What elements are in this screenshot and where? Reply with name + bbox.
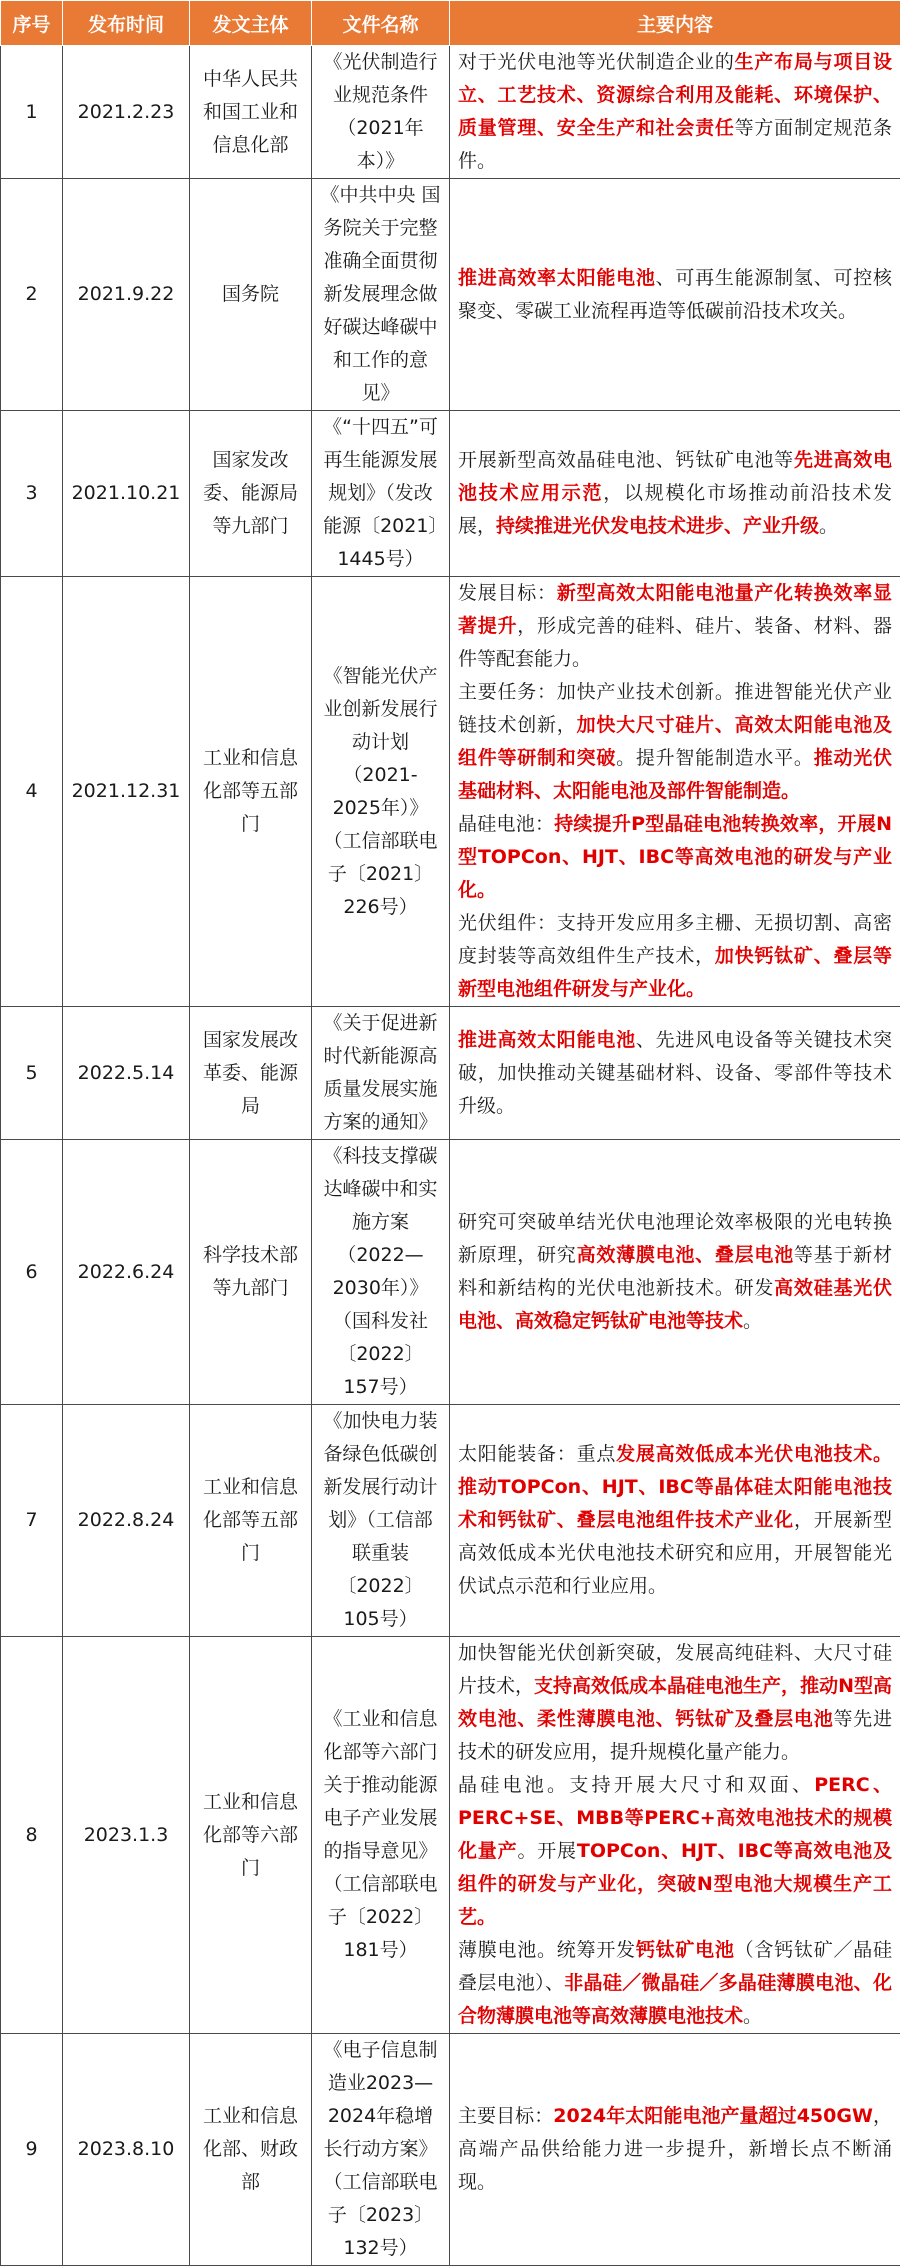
content-text: ，高端产品供给能力进一步提升，新增长点不断涌现。	[458, 2105, 892, 2193]
content-text: （含钙钛矿／晶硅叠层电池）、	[458, 1939, 892, 1994]
content-paragraph	[458, 577, 892, 676]
main-content	[450, 1637, 900, 2034]
content-paragraph	[458, 46, 892, 178]
content-text: 等方面制定规范条件。	[458, 117, 892, 172]
content-text: 。提升智能制造水平。	[616, 747, 814, 769]
highlighted-text: 加快钙钛矿、叠层等新型电池组件研发与产业化。	[458, 945, 892, 1000]
issuing-body: 工业和信息化部、财政部	[190, 2034, 312, 2266]
document-title: 《中共中央 国务院关于完整准确全面贯彻新发展理念做好碳达峰碳中和工作的意见》	[312, 179, 450, 411]
release-date: 2021.2.23	[63, 46, 190, 179]
content-text: 。	[819, 515, 838, 537]
document-title: 《电子信息制造业2023—2024年稳增长行动方案》（工信部联电子〔2023〕132号）	[312, 2034, 450, 2266]
row-number: 1	[1, 46, 63, 179]
release-date: 2022.8.24	[63, 1405, 190, 1637]
issuing-body: 国务院	[190, 179, 312, 411]
content-text: 主要目标：	[458, 2105, 553, 2127]
content-paragraph	[458, 1934, 892, 2033]
content-text: 。开展	[517, 1840, 576, 1862]
issuing-body: 工业和信息化部等五部门	[190, 577, 312, 1007]
content-paragraph	[458, 1637, 892, 1769]
content-text: 等先进技术的研发应用，提升规模化量产能力。	[458, 1708, 892, 1763]
content-text: 晶硅电池。支持开展大尺寸和双面、	[458, 1774, 814, 1796]
main-content	[450, 1007, 900, 1140]
release-date: 2021.12.31	[63, 577, 190, 1007]
header-no: 序号	[1, 1, 63, 46]
release-date: 2022.6.24	[63, 1140, 190, 1405]
row-number: 3	[1, 411, 63, 577]
main-content	[450, 179, 900, 411]
content-paragraph	[458, 907, 892, 1006]
content-paragraph	[458, 1769, 892, 1934]
content-paragraph	[458, 2100, 892, 2199]
main-content	[450, 411, 900, 577]
release-date: 2021.9.22	[63, 179, 190, 411]
highlighted-text: 持续提升P型晶硅电池转换效率，开展N型TOPCon、HJT、IBC等高效电池的研发与产业化。	[458, 813, 892, 901]
content-text: 研究可突破单结光伏电池理论效率极限的光电转换新原理，研究	[458, 1211, 892, 1266]
content-paragraph	[458, 1024, 892, 1123]
document-title: 《加快电力装备绿色低碳创新发展行动计划》（工信部联重装〔2022〕105号）	[312, 1405, 450, 1637]
release-date: 2022.5.14	[63, 1007, 190, 1140]
content-text: 发展目标：	[458, 582, 557, 604]
document-title: 《科技支撑碳达峰碳中和实施方案（2022—2030年）》（国科发社〔2022〕157号）	[312, 1140, 450, 1405]
table-row	[1, 1405, 900, 1637]
content-text: 等基于新材料和新结构的光伏电池新技术。研发	[458, 1244, 892, 1299]
highlighted-text: 发展高效低成本光伏电池技术。推动TOPCon、HJT、IBC等晶体硅太阳能电池技术和钙钛矿、叠层电池组件技术产业化	[458, 1443, 892, 1531]
highlighted-text: 生产布局与项目设立、工艺技术、资源综合利用及能耗、环境保护、质量管理、安全生产和社会责任	[458, 51, 892, 139]
highlighted-text: 2024年太阳能电池产量超过450GW	[553, 2105, 873, 2127]
table-body	[1, 46, 900, 2266]
table-row	[1, 577, 900, 1007]
content-paragraph	[458, 676, 892, 808]
row-number: 2	[1, 179, 63, 411]
header-content: 主要内容	[450, 1, 900, 46]
table-row	[1, 46, 900, 179]
issuing-body: 国家发改委、能源局等九部门	[190, 411, 312, 577]
highlighted-text: 先进高效电池技术应用示范	[458, 449, 892, 504]
content-text: 加快智能光伏创新突破，发展高纯硅料、大尺寸硅片技术，	[458, 1642, 892, 1697]
highlighted-text: TOPCon、HJT、IBC等高效电池及组件的研发与产业化，突破N型电池大规模生产工艺。	[458, 1840, 892, 1928]
content-text: 。	[743, 2005, 762, 2027]
issuing-body: 工业和信息化部等五部门	[190, 1405, 312, 1637]
row-number: 6	[1, 1140, 63, 1405]
row-number: 5	[1, 1007, 63, 1140]
content-text: 太阳能装备：重点	[458, 1443, 616, 1465]
header-row	[1, 1, 900, 46]
content-text: 薄膜电池。统筹开发	[458, 1939, 636, 1961]
row-number: 8	[1, 1637, 63, 2034]
issuing-body: 中华人民共和国工业和信息化部	[190, 46, 312, 179]
highlighted-text: 持续推进光伏发电技术进步、产业升级	[496, 515, 819, 537]
table-row	[1, 1140, 900, 1405]
row-number: 9	[1, 2034, 63, 2266]
content-text: 、先进风电设备等关键技术突破，加快推动关键基础材料、设备、零部件等技术升级。	[458, 1029, 892, 1117]
main-content	[450, 2034, 900, 2266]
content-paragraph	[458, 1206, 892, 1338]
content-text: 、可再生能源制氢、可控核聚变、零碳工业流程再造等低碳前沿技术攻关。	[458, 267, 892, 322]
highlighted-text: 推进高效太阳能电池	[458, 1029, 636, 1051]
release-date: 2021.10.21	[63, 411, 190, 577]
row-number: 7	[1, 1405, 63, 1637]
main-content	[450, 577, 900, 1007]
issuing-body: 科学技术部等九部门	[190, 1140, 312, 1405]
main-content	[450, 1140, 900, 1405]
document-title: 《光伏制造行业规范条件（2021年本）》	[312, 46, 450, 179]
header-date: 发布时间	[63, 1, 190, 46]
table-row	[1, 1007, 900, 1140]
table-row	[1, 2034, 900, 2266]
highlighted-text: 高效硅基光伏电池、高效稳定钙钛矿电池等技术	[458, 1277, 892, 1332]
document-title: 《工业和信息化部等六部门关于推动能源电子产业发展的指导意见》（工信部联电子〔2022〕181号）	[312, 1637, 450, 2034]
issuing-body: 国家发展改革委、能源局	[190, 1007, 312, 1140]
content-paragraph	[458, 1438, 892, 1603]
table-header	[1, 1, 900, 46]
table-row	[1, 179, 900, 411]
content-text: 主要任务：加快产业技术创新。推进智能光伏产业链技术创新，	[458, 681, 892, 736]
content-text: 开展新型高效晶硅电池、钙钛矿电池等	[458, 449, 794, 471]
highlighted-text: 加快大尺寸硅片、高效太阳能电池及组件等研制和突破	[458, 714, 892, 769]
highlighted-text: PERC、PERC+SE、MBB等PERC+高效电池技术的规模化量产	[458, 1774, 892, 1862]
content-text: ，形成完善的硅料、硅片、装备、材料、器件等配套能力。	[458, 615, 892, 670]
main-content	[450, 46, 900, 179]
content-text: 晶硅电池：	[458, 813, 554, 835]
highlighted-text: 推动光伏基础材料、太阳能电池及部件智能制造。	[458, 747, 892, 802]
highlighted-text: 非晶硅／微晶硅／多晶硅薄膜电池、化合物薄膜电池等高效薄膜电池技术	[458, 1972, 892, 2027]
content-text: ，以规模化市场推动前沿技术发展，	[458, 482, 892, 537]
highlighted-text: 新型高效太阳能电池量产化转换效率显著提升	[458, 582, 892, 637]
content-paragraph	[458, 444, 892, 543]
document-title: 《智能光伏产业创新发展行动计划（2021-2025年）》（工信部联电子〔2021〕226号）	[312, 577, 450, 1007]
content-text: ，开展新型高效低成本光伏电池技术研究和应用，开展智能光伏试点示范和行业应用。	[458, 1509, 892, 1597]
row-number: 4	[1, 577, 63, 1007]
highlighted-text: 推进高效率太阳能电池	[458, 267, 656, 289]
document-title: 《“十四五”可再生能源发展规划》（发改能源〔2021〕1445号）	[312, 411, 450, 577]
document-title: 《关于促进新时代新能源高质量发展实施方案的通知》	[312, 1007, 450, 1140]
highlighted-text: 支持高效低成本晶硅电池生产，推动N型高效电池、柔性薄膜电池、钙钛矿及叠层电池	[458, 1675, 892, 1730]
header-title: 文件名称	[312, 1, 450, 46]
content-paragraph	[458, 808, 892, 907]
content-text: 光伏组件：支持开发应用多主栅、无损切割、高密度封装等高效组件生产技术，	[458, 912, 892, 967]
issuing-body: 工业和信息化部等六部门	[190, 1637, 312, 2034]
release-date: 2023.1.3	[63, 1637, 190, 2034]
release-date: 2023.8.10	[63, 2034, 190, 2266]
header-issuer: 发文主体	[190, 1, 312, 46]
content-text: 。	[743, 1310, 762, 1332]
highlighted-text: 钙钛矿电池	[636, 1939, 735, 1961]
main-content	[450, 1405, 900, 1637]
table-row	[1, 1637, 900, 2034]
table-row	[1, 411, 900, 577]
content-paragraph	[458, 262, 892, 328]
highlighted-text: 高效薄膜电池、叠层电池	[577, 1244, 794, 1266]
content-text: 对于光伏电池等光伏制造企业的	[458, 51, 735, 73]
